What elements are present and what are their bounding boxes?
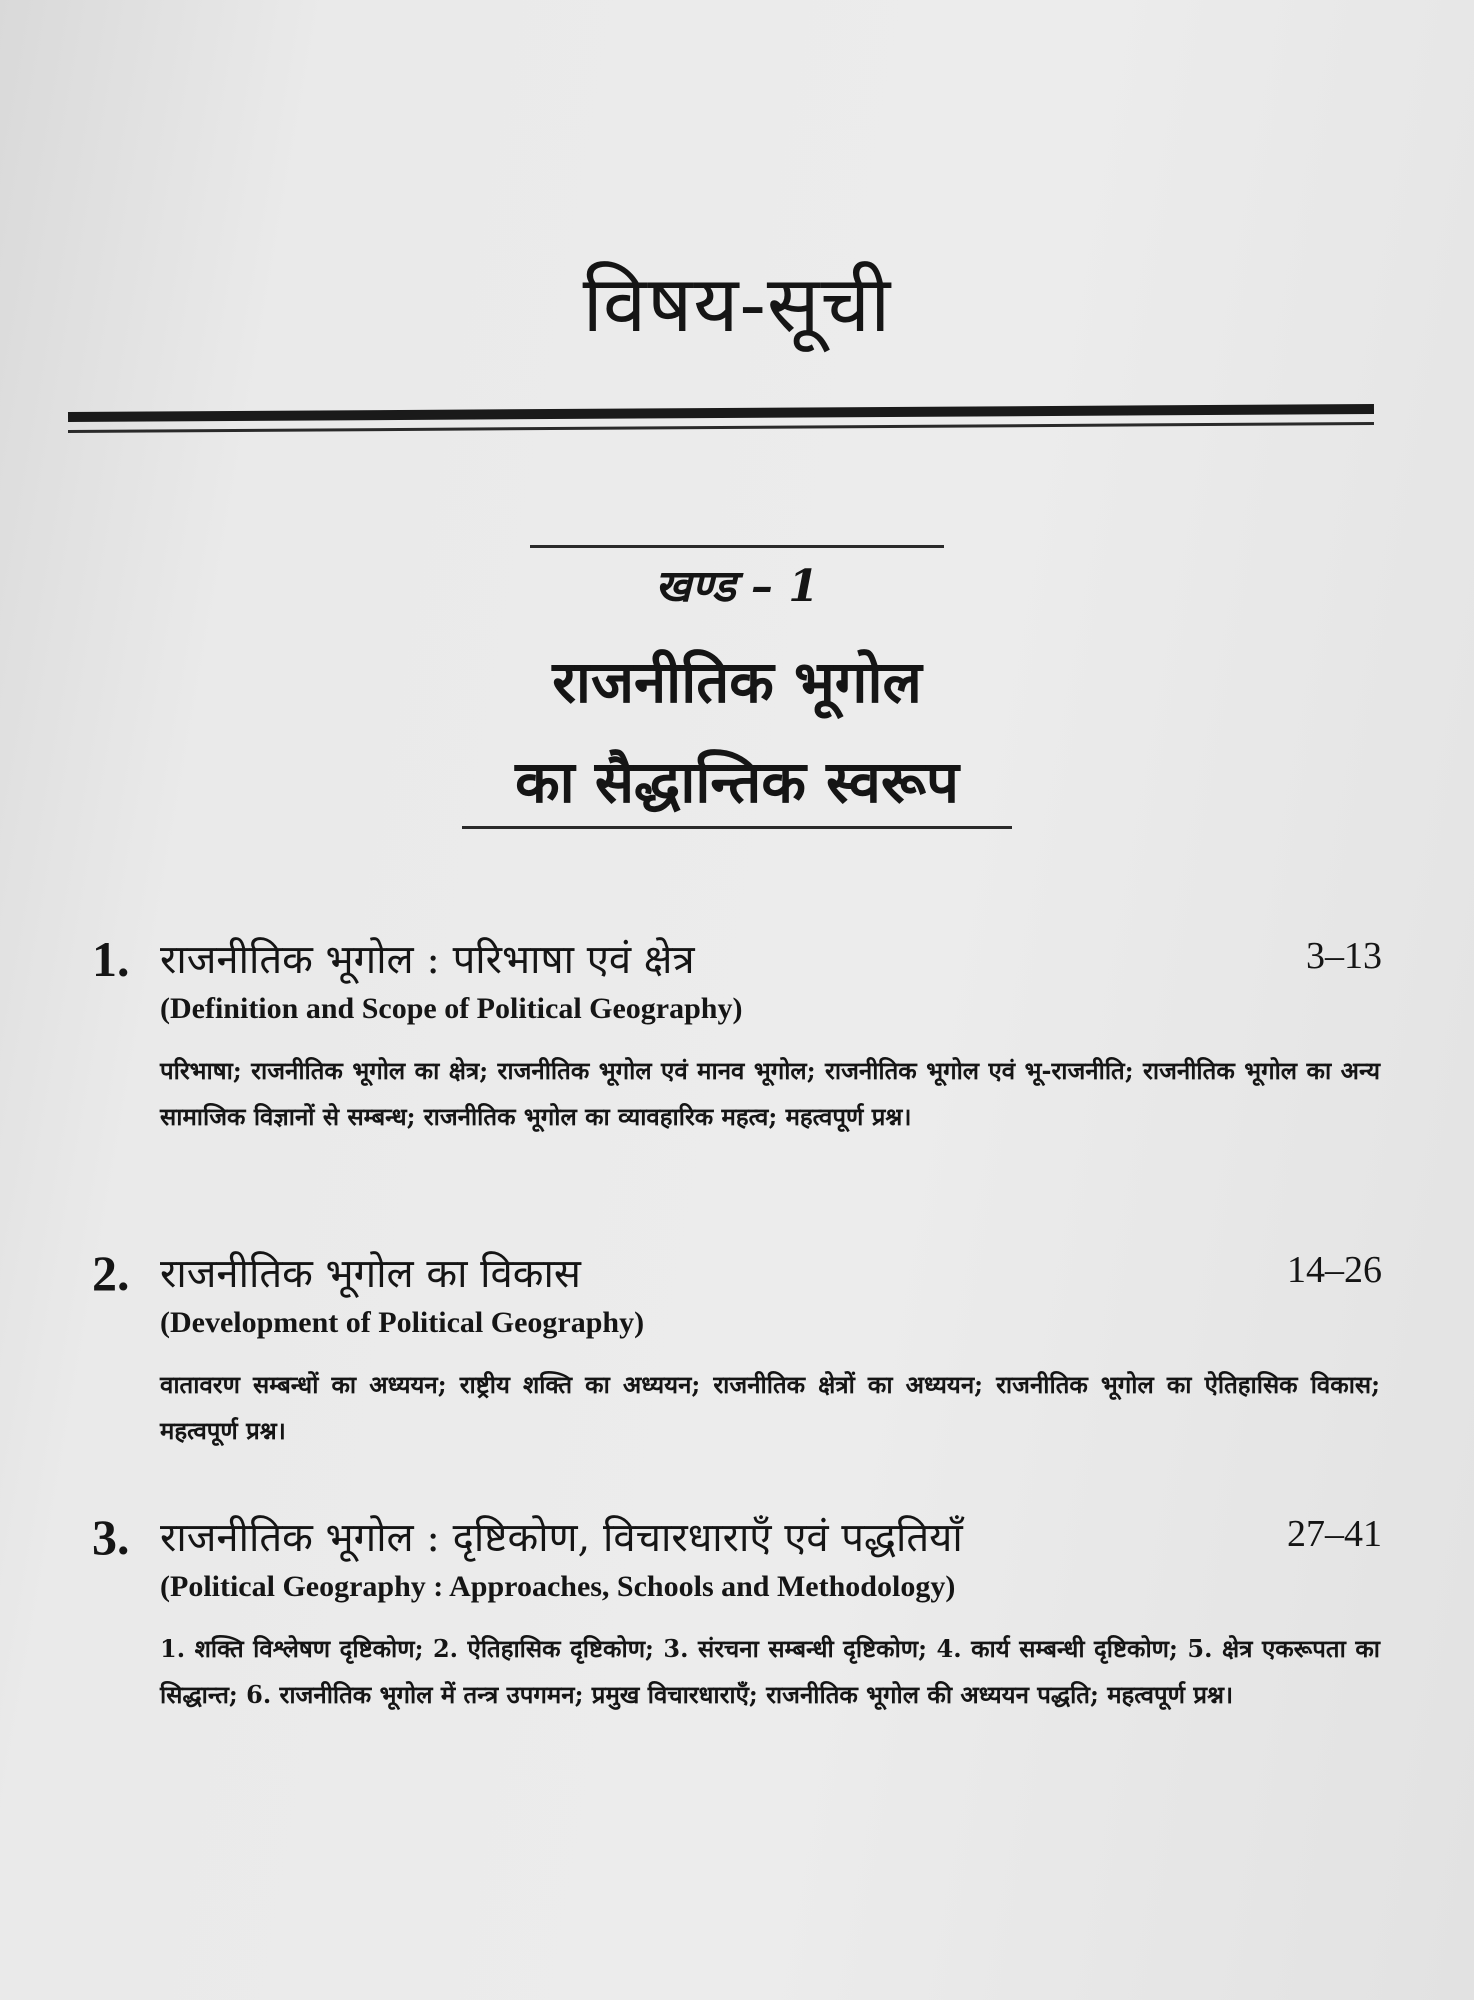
- entry-pages: 3–13: [1306, 935, 1382, 977]
- title-divider-thin: [68, 422, 1374, 433]
- entry-subtitle: (Definition and Scope of Political Geography): [160, 992, 743, 1025]
- section-label: खण्ड – 1: [655, 561, 819, 612]
- section-label-rule: [530, 545, 944, 548]
- entry-number: 3.: [92, 1509, 130, 1565]
- toc-entry[interactable]: [92, 1244, 1382, 1464]
- entry-subtitle: (Development of Political Geography): [160, 1306, 645, 1339]
- entry-subtitle: (Political Geography : Approaches, Schools and Methodology): [160, 1570, 956, 1603]
- entry-title: राजनीतिक भूगोल का विकास: [160, 1251, 581, 1297]
- toc-entry[interactable]: [92, 930, 1382, 1190]
- entry-number: 2.: [92, 1245, 130, 1301]
- page-title: विषय-सूची: [582, 260, 892, 350]
- entry-pages: 27–41: [1287, 1513, 1382, 1555]
- entry-description: परिभाषा; राजनीतिक भूगोल का क्षेत्र; राजनीतिक भूगोल एवं मानव भूगोल; राजनीतिक भूगोल एवं भू-राजनीति; राजनीतिक भूगोल का अन्य सामाजिक विज्ञानों से सम्बन्ध; राजनीतिक भूगोल का व्यावहारिक महत्व; महत्वपूर्ण प्रश्न।: [160, 1056, 1380, 1131]
- section-title-line1: राजनीतिक भूगोल: [552, 648, 922, 716]
- section-title-line2: का सैद्धान्तिक स्वरूप: [515, 748, 959, 816]
- title-divider-thick: [68, 404, 1374, 422]
- section-title-rule: [462, 826, 1012, 829]
- entry-pages: 14–26: [1287, 1249, 1382, 1291]
- entry-number: 1.: [92, 931, 130, 987]
- toc-entry[interactable]: [92, 1508, 1382, 1778]
- entry-description: 1. शक्ति विश्लेषण दृष्टिकोण; 2. ऐतिहासिक दृष्टिकोण; 3. संरचना सम्बन्धी दृष्टिकोण; 4. कार्य सम्बन्धी दृष्टिकोण; 5. क्षेत्र एकरूपता का सिद्धान्त; 6. राजनीतिक भूगोल में तन्त्र उपगमन; प्रमुख विचारधाराएँ; राजनीतिक भूगोल की अध्ययन पद्धति; महत्वपूर्ण प्रश्न।: [160, 1634, 1380, 1709]
- entry-title: राजनीतिक भूगोल : परिभाषा एवं क्षेत्र: [160, 937, 695, 983]
- entry-description: वातावरण सम्बन्धों का अध्ययन; राष्ट्रीय शक्ति का अध्ययन; राजनीतिक क्षेत्रों का अध्ययन; राजनीतिक भूगोल का ऐतिहासिक विकास; महत्वपूर्ण प्रश्न।: [160, 1370, 1380, 1445]
- entry-title: राजनीतिक भूगोल : दृष्टिकोण, विचारधाराएँ एवं पद्धतियाँ: [160, 1515, 963, 1561]
